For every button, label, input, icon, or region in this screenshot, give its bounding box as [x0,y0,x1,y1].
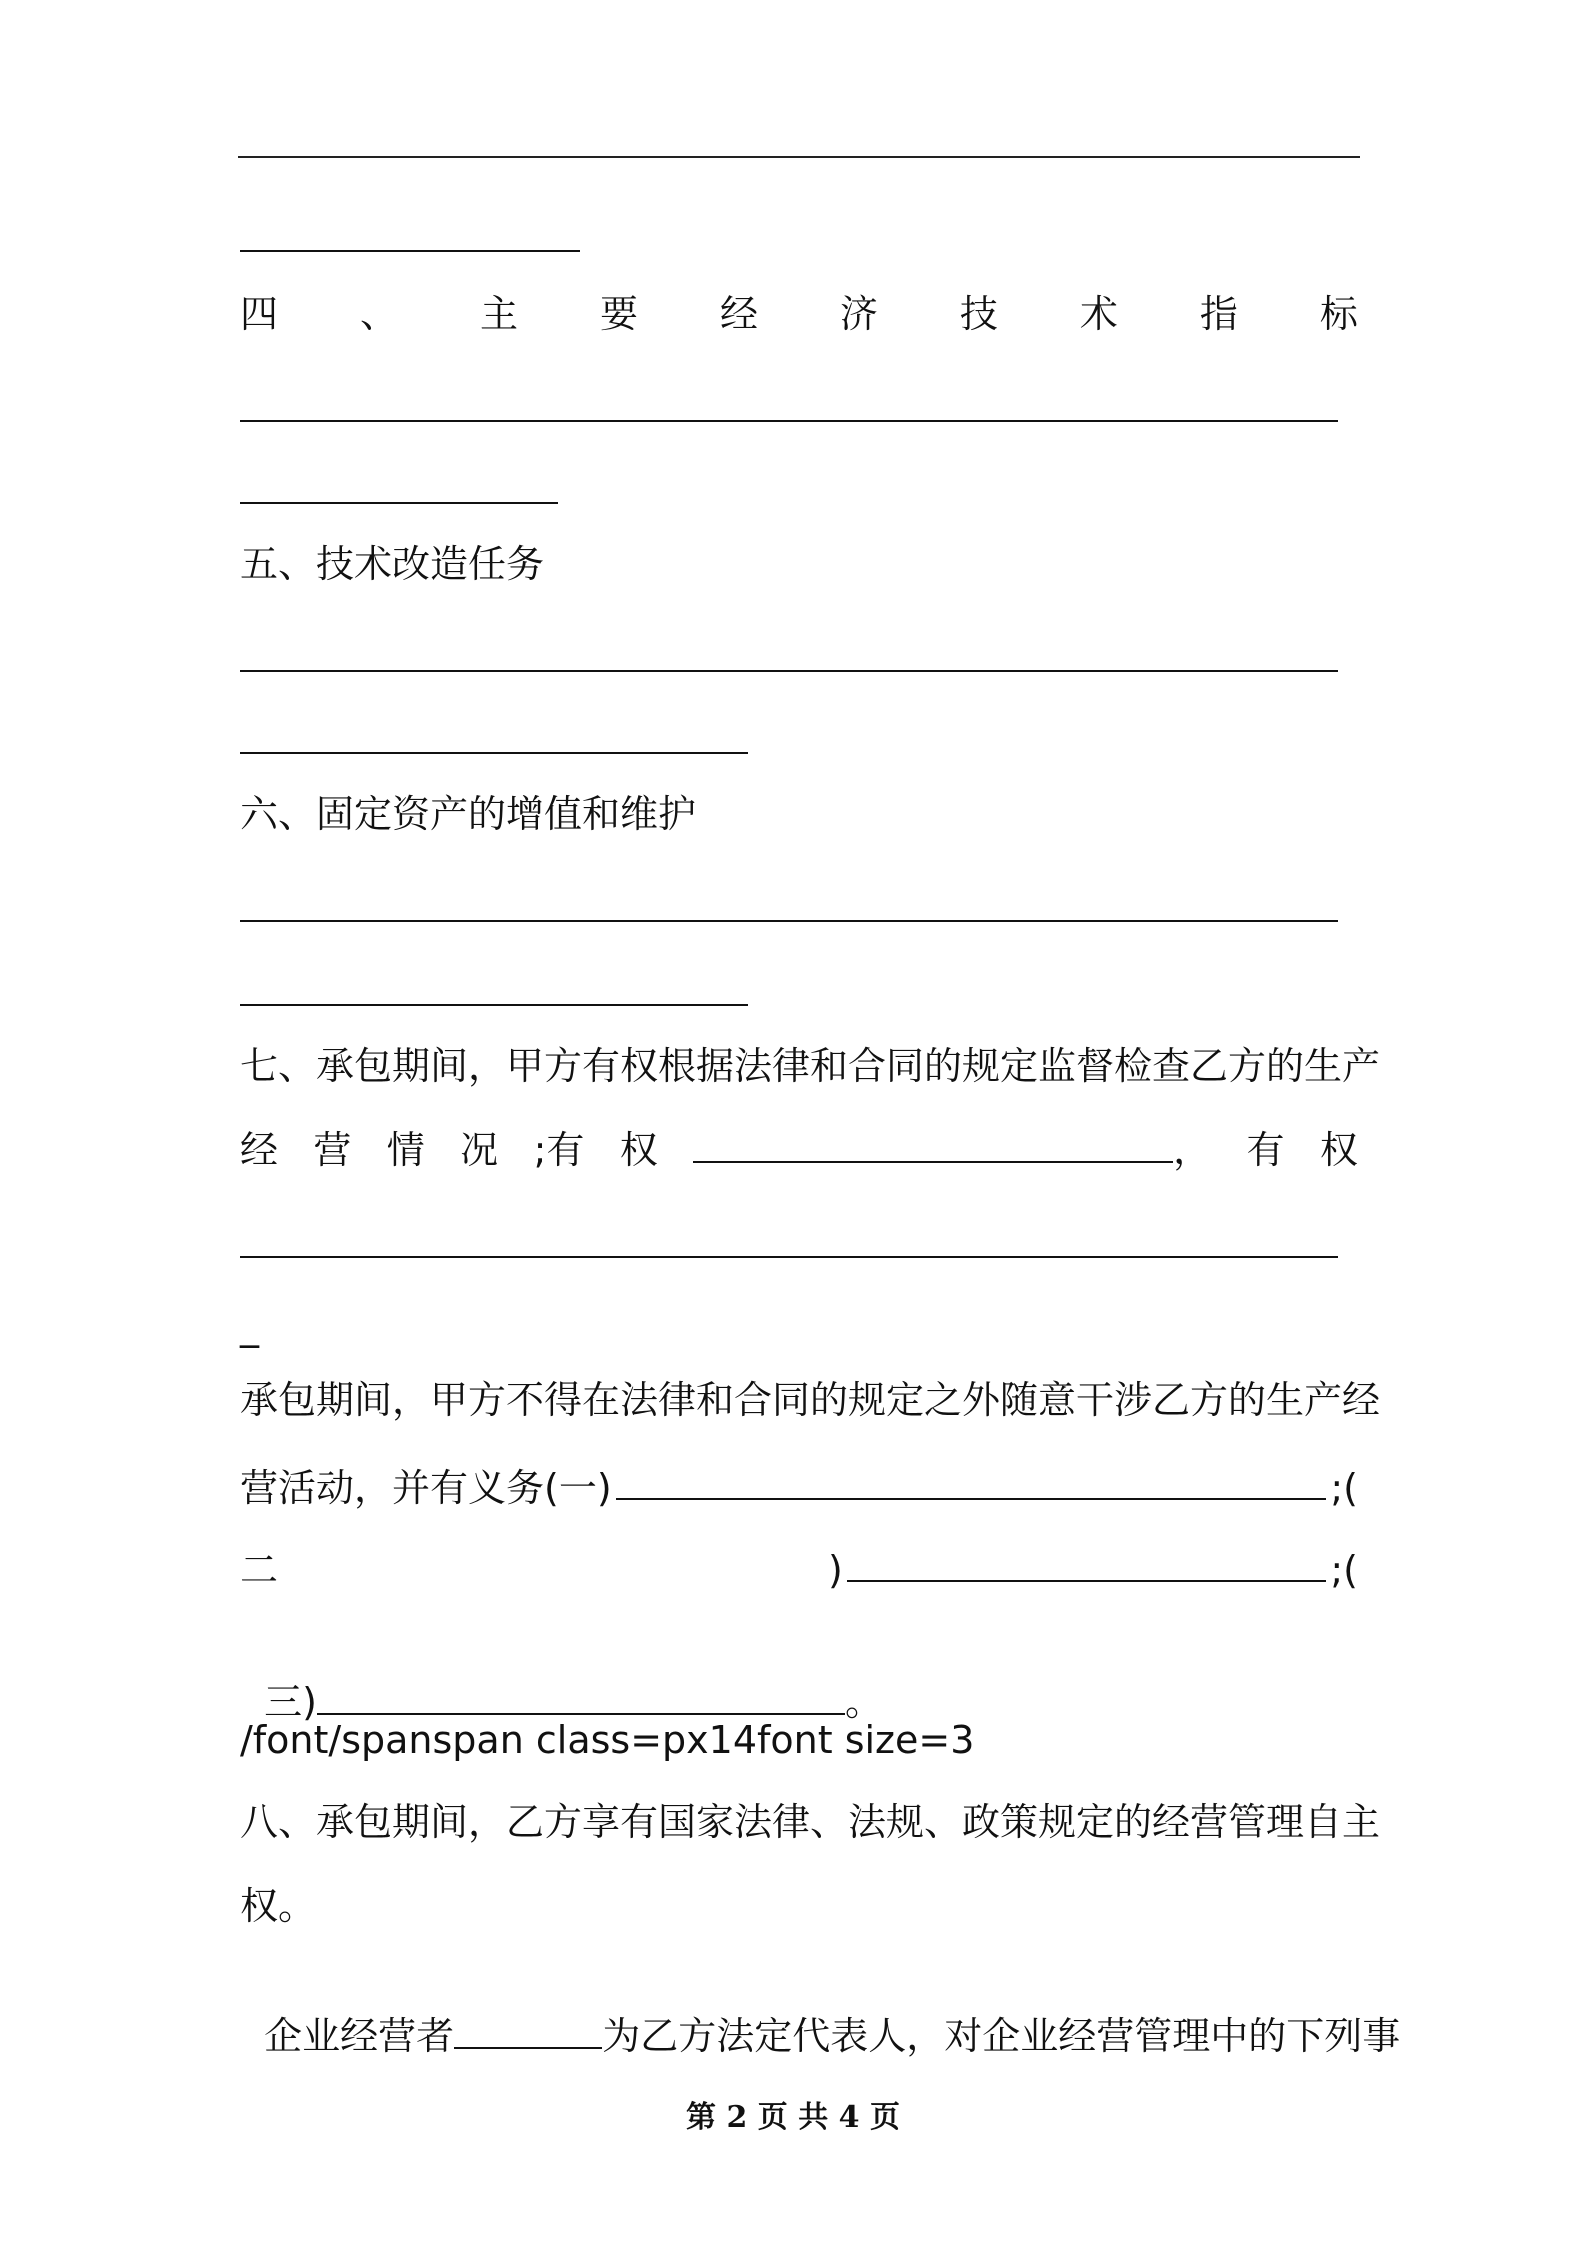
section-7-line: 三) 。 [264,1680,884,1724]
section-4-heading: 四 、 主 要 经 济 技 术 指 标 [240,292,1358,336]
blank-line [240,752,748,754]
section-8-line: 八、承包期间，乙方享有国家法律、法规、政策规定的经营管理自主 [240,1800,1381,1844]
section-6-heading: 六、固定资产的增值和维护 [240,792,697,836]
blank-line [240,1256,1338,1258]
section-5-heading: 五、技术改造任务 [240,542,545,586]
page-number: 第 2 页 共 4 页 [686,2100,900,2135]
blank-line [240,670,1338,672]
trailing-dash: _ [240,1304,259,1348]
blank-line [240,250,580,252]
fill-in-blank [847,1546,1327,1582]
blank-line [240,420,1338,422]
section-8-line: 企业经营者 为乙方法定代表人，对企业经营管理中的下列事 [264,2014,1401,2058]
header-rule [238,156,1360,158]
fill-in-blank [693,1127,1173,1163]
stray-markup-text: /font/spanspan class=px14font size=3 [240,1718,975,1762]
blank-line [240,502,558,504]
section-7-line: 营活动，并有义务(一) ;( [240,1466,1358,1510]
section-7-line: 经 营 情 况 ;有 权 ， 有 权 [240,1128,1358,1172]
fill-in-blank [317,1679,845,1715]
section-8-line: 权。 [240,1884,317,1928]
fill-in-blank [454,2013,602,2049]
section-7-line: 七、承包期间，甲方有权根据法律和合同的规定监督检查乙方的生产 [240,1044,1381,1088]
fill-in-blank [616,1464,1327,1500]
blank-line [240,1004,748,1006]
section-7-line: 承包期间，甲方不得在法律和合同的规定之外随意干涉乙方的生产经 [240,1378,1381,1422]
blank-line [240,920,1338,922]
section-7-line: 二 ) ;( [240,1548,1358,1592]
